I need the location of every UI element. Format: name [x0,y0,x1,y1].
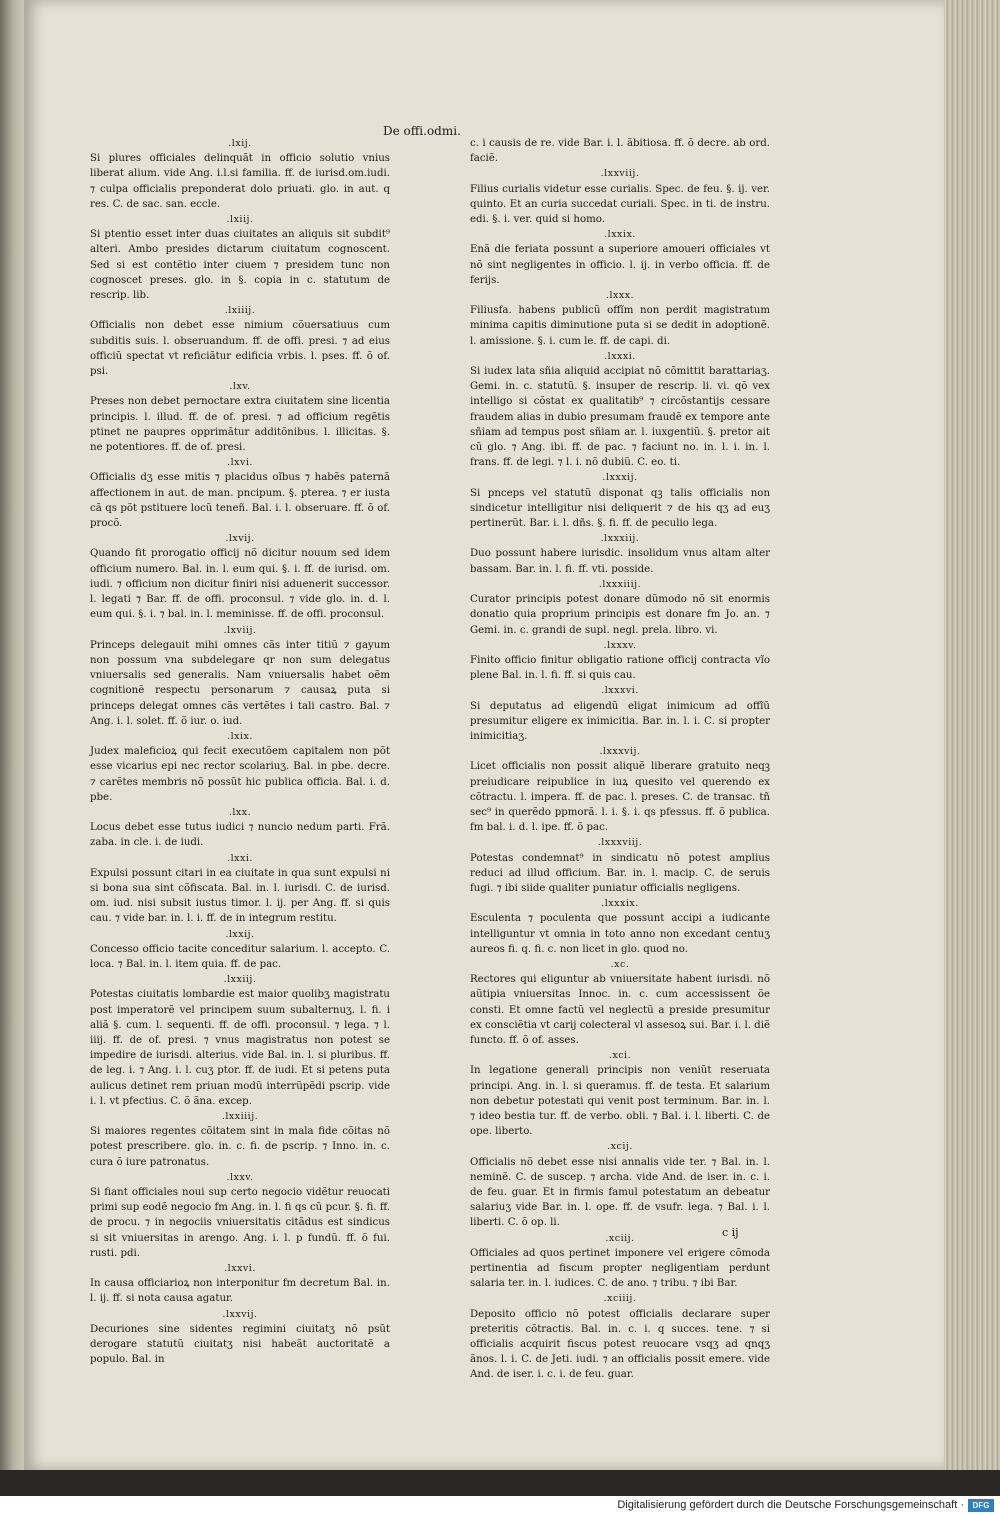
paragraph-entry [90,729,390,805]
entry-text: Filiusfa. habens publicũ offĩm non perdit magistratum minima capitis diminutione puta si se dedit in adoptionẽ. l. amissione. §. i. cum le. ff. de capi. di. [470,305,770,347]
entry-text: Si fiant officiales noui sup certo negocio vidẽtur reuocati primi sup eodẽ negocio fm Ang. in. l. fi qs cũ pcur. §. fi. ff. de procu. ⁊ in negociis vniuersitatis citãdus est sindicus si sit vniuersitas in arengo. Ang. i. l. p fundũ. ff. õ fui. rusti. pdi. [90,1187,390,1259]
entry-text: Si ptentio esset inter duas ciuitates an aliquis sit subdit⁹ alteri. Ambo presides dictarum ciuitatum cognoscent. Sed si est contẽtio inter ciuem ⁊ presidem tunc non cognoscet preses. glo. in §. copia in c. statutum de rescrip. lib. [90,229,390,302]
paragraph-entry [90,1109,390,1170]
signature-mark: c ij [722,1226,739,1239]
paragraph-entry [90,212,390,303]
paragraph-entry [90,972,390,1109]
paragraph-entry [470,577,770,638]
entry-number: .lxxxi. [604,350,636,362]
entry-number: .lxxxiij. [600,533,640,545]
entry-number: .lxxix. [604,229,636,241]
running-head: De offi.odmi. [383,124,461,138]
entry-number: .xciiij. [603,1293,637,1305]
entry-number: .lxxiij. [223,974,257,986]
entry-number: .lxxxv. [603,639,637,651]
paragraph-entry [90,455,390,531]
paragraph-entry [90,303,390,379]
paragraph-entry [90,927,390,973]
entry-number: .lxxij. [225,928,255,940]
bottom-band [0,1470,1000,1496]
paragraph-entry [90,531,390,622]
entry-number: .lxxxij. [602,472,638,484]
entry-number: .lxxxix. [601,898,639,910]
paragraph-entry [470,288,770,349]
entry-number: .lxxiiij. [221,1111,259,1122]
entry-text: Rectores qui eliguntur ab vniuersitate habent iurisdi. nõ aũtipia vniuersitas Innoc. in. c. cum accessissent õe consti. Et omne factũ vel neglectũ a preside presumitur ex consciẽtia vt carij colecteral vl assesoꝝ sui. Bar. i. l. diẽ functo. ff. õ of. asses. [470,974,770,1046]
paragraph-entry [470,1048,770,1139]
paragraph-entry [470,531,770,577]
entry-number: .lxxxviij. [597,837,643,849]
entry-number: .lxix. [227,730,253,742]
entry-text: Potestas condemnat⁹ in sindicatu nõ potest amplius reduci ad illud officium. Bar. in. l. macip. C. de seruis fugi. ⁊ ibi siide qualiter puniatur officialis negligens. [470,852,770,894]
paragraph-entry [90,379,390,455]
entry-number: .lxv. [229,381,251,393]
entry-number: .lxxx. [605,290,635,302]
paragraph-entry [470,835,770,896]
paragraph-entry [470,957,770,1048]
paragraph-entry [470,349,770,471]
entry-text: Concesso officio tacite conceditur salarium. l. accepto. C. loca. ⁊ Bal. in. l. item quia. ff. de pac. [90,943,390,970]
entry-number: .xc. [610,958,630,970]
paragraph-entry [470,470,770,531]
entry-text: Si plures officiales delinquãt in officio solutio vnius liberat alium. vide Ang. i.l.si familia. ff. de iurisd.om.iudi. ⁊ culpa officialis preponderat dolo priuati. glo. in aut. q res. C. de sac. san. eccle. [90,153,390,210]
entry-text: Enã die feriata possunt a superiore amoueri officiales vt nõ sint negligentes in officio. l. ij. in verbo officia. ff. de ferijs. [470,244,770,286]
entry-text: Potestas ciuitatis lombardie est maior quolibʒ magistratu post imperatorẽ vel principem suum subalternuʒ. l. fi. i aliã §. cum. l. sequenti. ff. de offi. proconsul. ⁊ lega. ⁊ l. iiij. ff. de of. presi. ⁊ vnus magistratus non potest se impedire de iurisdi. alterius. vide Bal. in. l. si pluribus. ff. de leg. i. ⁊ Ang. i. l. cuʒ ptor. ff. de iudi. Et si petens puta aulicus detinet rem priuan modũ interrũpẽdi pscrip. vide i. l. vt pfectius. C. õ ãna. excep. [90,989,390,1107]
entry-number: .lxxviij. [600,168,640,180]
entry-number: .lxviij. [223,624,257,636]
entry-text: In causa officiarioꝝ non interponitur fm decretum Bal. in. l. ij. ff. si nota causa agatur. [90,1278,390,1305]
paragraph-entry [90,851,390,927]
paragraph-entry [470,683,770,744]
entry-text: Officialis non debet esse nimium cõuersatiuus cum subditis suis. l. obseruandum. ff. de offi. presi. ⁊ ad eius officiũ spectat vt reficiãtur edificia vrbis. l. pses. ff. õ of. psi. [90,320,390,378]
paragraph-entry [90,1261,390,1307]
dfg-logo: DFG [968,1499,994,1512]
entry-number: .xciij. [605,1232,635,1244]
entry-text: Si pnceps vel statutũ disponat qꝫ talis officialis non sindicetur intelligitur nisi deliquerit ⁊ de his qʒ ad euʒ pertinerũt. Bar. i. l. dñs. §. fi. ff. de peculio lega. [470,487,770,530]
paragraph-entry [90,136,390,212]
paragraph-entry [90,1170,390,1261]
paragraph-entry [470,1231,770,1292]
entry-number: .lxx. [228,806,252,818]
entry-number: .xcij. [607,1141,633,1153]
paragraph-entry [90,805,390,851]
paragraph-entry [90,623,390,729]
entry-text: Esculenta ⁊ poculenta que possunt accipi a iudicante intelliguntur vt omnia in toto anno non excedant centuʒ aureos fi. q. fi. c. non licet in glo. quod no. [470,913,770,955]
entry-text: In legatione generali principis non veniũt reseruata principi. Ang. in. l. si queramus. ff. de testa. Et salarium non debetur potestati qui venit post terminum. Bar. in. l. ⁊ ideo bestia tur. ff. de verbo. obli. ⁊ Bal. i. l. liberti. C. de ope. liberto. [470,1065,770,1138]
entry-text: Officiales ad quos pertinet imponere vel erigere cõmoda pertinentia ad fiscum propter negligentiam perdunt salaria ter. in. l. iudices. C. de ano. ⁊ tribu. ⁊ ibi Bar. [470,1247,770,1290]
entry-number: .lxvi. [227,457,253,469]
paragraph-entry [470,1139,770,1230]
entry-text: Si deputatus ad eligendũ eligat inimicum ad offĩũ presumitur eligere ex inimicitia. Bar. in. l. i. C. si propter inimicitiaʒ. [470,700,770,742]
entry-text: Expulsi possunt citari in ea ciuitate in qua sunt expulsi ni si bona sua sint cõfiscata. Bal. in. l. iurisdi. C. de iurisd. om. iud. nisi subsit iustus timor. l. ij. per Ang. ff. si quis cau. ⁊ vide bar. in. l. i. ff. de in integrum restitu. [90,867,390,925]
paragraph-entry [470,166,770,227]
entry-number: .lxij. [228,138,252,149]
entry-text: Finito officio finitur obligatio ratione officij contracta vĩo plene Bal. in. l. fi. ff. si quis cau. [470,654,770,682]
entry-number: .lxxvi. [224,1263,256,1275]
paragraph-entry [470,136,770,166]
left-column [90,136,390,1367]
paragraph-entry [470,896,770,957]
paragraph-entry [90,1307,390,1368]
paragraph-entry [470,638,770,684]
paragraph-entry [470,1291,770,1382]
paragraph-entry [470,744,770,835]
entry-number: .lxxv. [226,1171,254,1183]
entry-number: .xci. [608,1050,632,1062]
entry-text: Decuriones sine sidentes regimini ciuitatʒ nõ psũt derogare statutũ ciuitatʒ nisi habeãt auctoritatẽ a populo. Bal. in [90,1323,390,1366]
entry-number: .lxxxvij. [599,746,641,758]
entry-text: Deposito officio nõ potest officialis declarare super preteritis cõtractis. Bal. in. c. i. q succes. tene. ⁊ si officialis acquirit fiscus potest reuocare vsqʒ ad qnqʒ ãnos. l. i. C. de Jeti. iudi. ⁊ an officialis possit emere. vide And. de iser. i. c. i. de feu. guar. [470,1308,770,1381]
paragraph-entry [470,227,770,288]
entry-text: Locus debet esse tutus iudici ⁊ nuncio nedum parti. Frã. zaba. in cle. i. de iudi. [90,822,390,849]
page-stack-edge [944,0,1000,1496]
right-column [470,136,770,1383]
entry-number: .lxxvij. [222,1308,258,1320]
entry-number: .lxxxvi. [601,685,639,697]
entry-text: Filius curialis videtur esse curialis. Spec. de feu. §. ij. ver. quinto. Et an curia succedat curiali. Spec. in ti. de instru. edi. §. i. ver. quid si homo. [470,183,770,226]
entry-text: Licet officialis non possit aliquẽ liberare gratuito neqꝫ preiudicare reipublice in iuꝝ quesito vel querendo ex cõtractu. l. impera. ff. de pac. l. preses. C. de transac. tñ sec⁹ in querẽdo ppmorã. l. i. §. i. qs pfessus. ff. õ publica. fm bal. i. d. l. ipe. ff. õ pac. [470,761,770,834]
entry-number: .lxxi. [227,852,253,864]
entry-text: Curator principis potest donare dũmodo nõ sit enormis donatio quia proprium principis est donare fm Jo. an. ⁊ Gemi. in. c. grandi de supl. negl. prela. libro. vi. [470,594,770,636]
entry-text: Si maiores regentes cõitatem sint in mala fide cõitas nõ potest prescribere. glo. in. c. fi. de pscrip. ⁊ Inno. in. c. cura õ iure patronatus. [90,1126,390,1168]
entry-text: Si iudex lata sñia aliquid accipiat nõ cõmittit barattariaʒ. Gemi. in. c. statutũ. §. insuper de rescrip. li. vi. qõ vex intelligo si cõstat ex qualitatib⁹ ⁊ circõstantijs cessare fraudem alias in dubio presumam fraudẽ ex tempore ante sñiam ad tempus post sñiam ar. l. iuxgentiũ. §. pretor ait cũ glo. ⁊ Ang. ibi. ff. de pac. ⁊ faciunt no. in. l. i. in. l. frans. ff. de legi. ⁊ l. i. nõ dubiũ. C. eo. ti. [470,366,770,469]
entry-number: .lxiij. [226,214,254,226]
entry-text: Officialis nõ debet esse nisi annalis vide ter. ⁊ Bal. in. l. neminẽ. C. de suscep. ⁊ archa. vide And. de iser. in. c. i. de feu. guar. Et in firmis famul potestatum an debeatur salariuʒ vide Bar. in. l. ope. ff. de vsufr. lega. ⁊ Bal. i. l. liberti. C. õ op. li. [470,1156,770,1229]
entry-number: .lxiiij. [224,305,256,317]
entry-text: c. i causis de re. vide Bar. i. l. ãbitiosa. ff. õ decre. ab ord. faciẽ. [470,138,770,165]
entry-text: Duo possunt habere iurisdic. insolidum vnus altam alter bassam. Bar. in. l. fi. ff. vti. posside. [470,548,770,575]
entry-text: Preses non debet pernoctare extra ciuitatem sine licentia principis. l. illud. ff. de of. presi. ⁊ ad officium regẽtis ptinet ne paupres opprimãtur additõnibus. l. illicitas. §. ne potentiores. ff. de of. presi. [90,396,390,454]
entry-text: Princeps delegauit mihi omnes cãs inter titiũ ⁊ gayum non possum vna subdelegare qr non sum delegatus vniuersalis sed generalis. Nam vniuersalis habet oẽm cognitionẽ respectu personarum ⁊ causaꝝ puta si princeps delegat omnes cãs vertẽtes i tali castro. Bal. ⁊ Ang. i. l. solet. ff. õ iur. o. iud. [90,639,390,727]
entry-number: .lxxxiiij. [598,578,642,590]
entry-text: Judex maleficioꝝ qui fecit executõem capitalem non põt esse vicarius epi nec rector scolariuʒ. Bal. in pbe. decre. ⁊ carẽtes membris nõ possũt hic publica officia. Bal. i. d. pbe. [90,746,390,803]
entry-text: Officialis dʒ esse mitis ⁊ placidus oĩbus ⁊ habẽs paternã affectionem in aut. de man. pncipum. §. pterea. ⁊ er iusta cã qs põt pstituere locũ teneñ. Bal. i. l. obseruare. ff. õ of. procõ. [90,472,390,530]
footer-credit: Digitalisierung gefördert durch die Deutsche Forschungsgemeinschaft · [617,1499,964,1511]
entry-number: .lxvij. [225,533,255,545]
entry-text: Quando fit prorogatio officij nõ dicitur nouum sed idem officium numero. Bal. in. l. eum qui. §. i. ff. de iurisd. om. iudi. ⁊ officium non dicitur finiri nisi aduenerit successor. l. legati ⁊ Bar. ff. de offi. proconsul. ⁊ vide glo. in. d. l. eum qui. §. i. ⁊ bal. in. l. meminisse. ff. de offi. proconsul. [90,548,390,621]
